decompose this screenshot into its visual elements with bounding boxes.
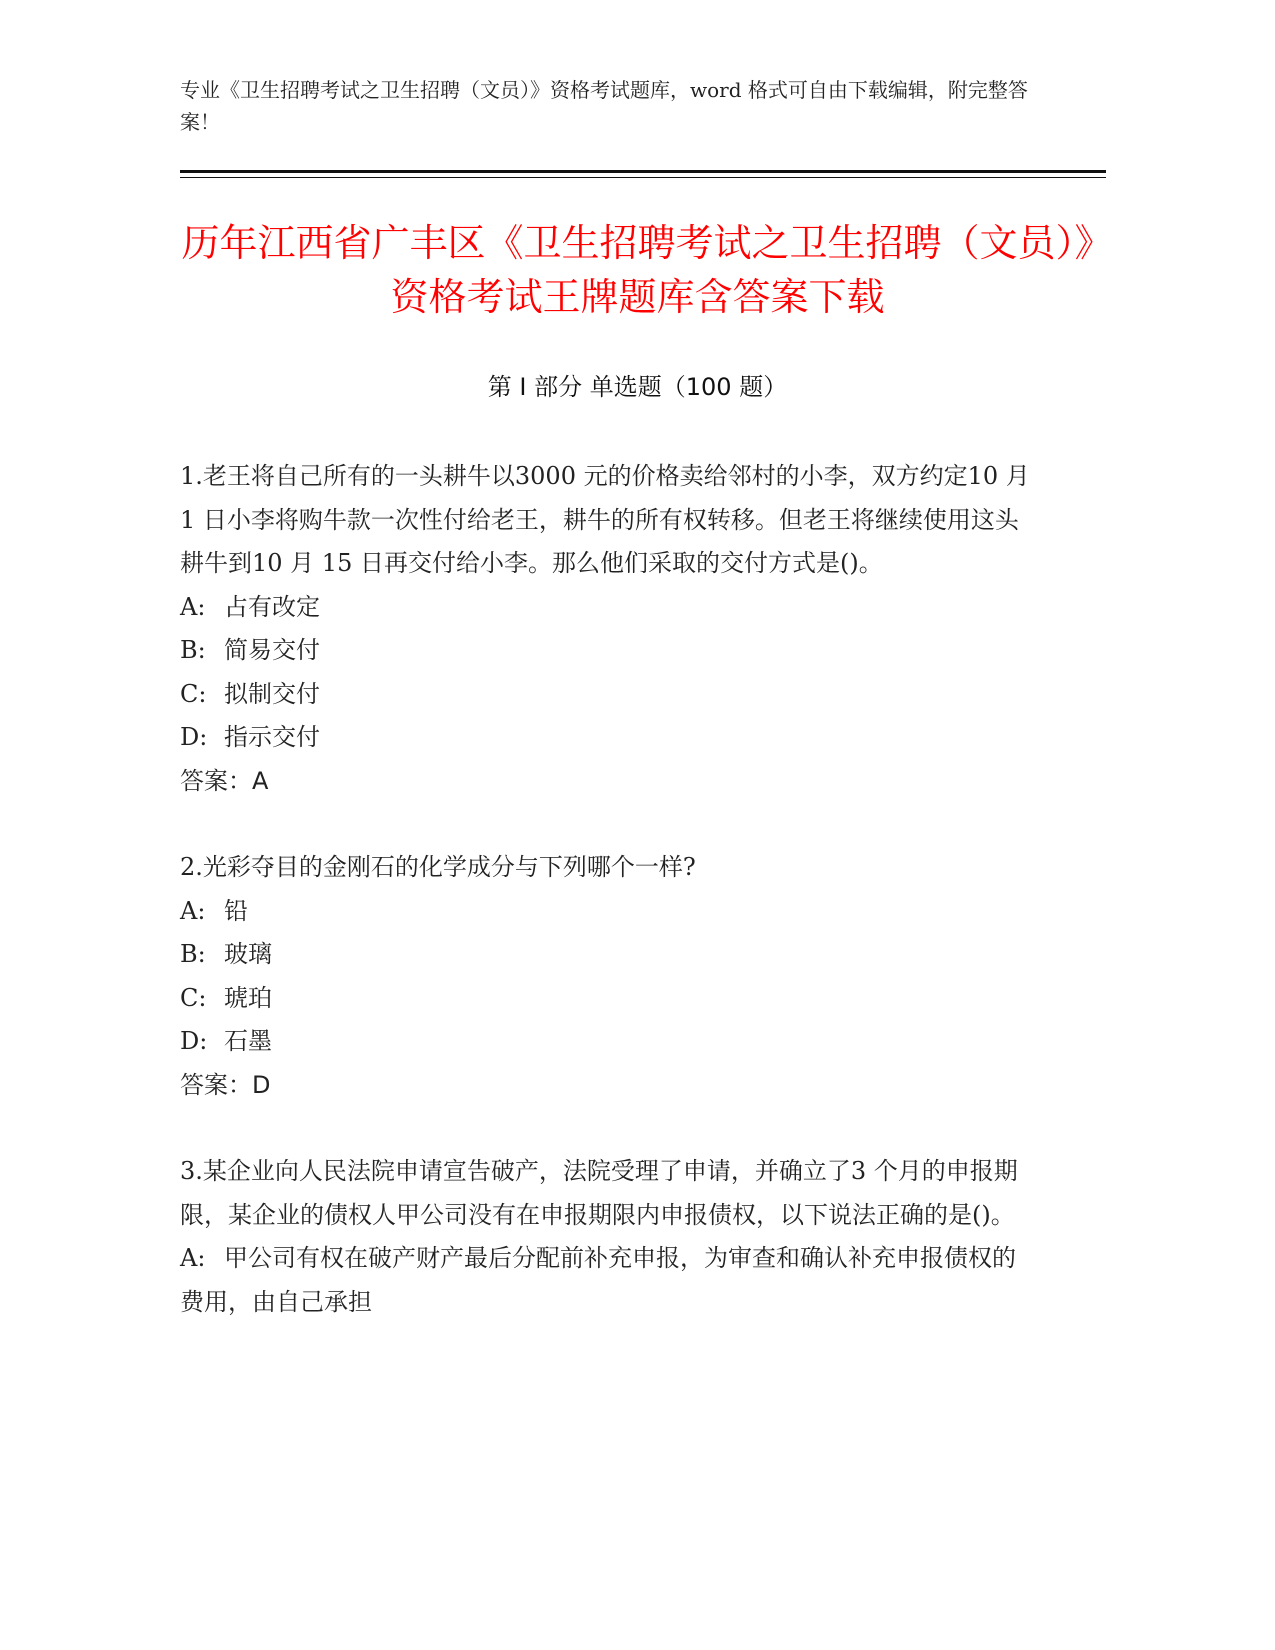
option-b xyxy=(180,629,1030,673)
option-text: 玻璃 xyxy=(224,940,272,968)
option-a xyxy=(180,586,1030,630)
option-text: 拟制交付 xyxy=(224,679,320,708)
question-list xyxy=(180,455,1030,1367)
option-text: 铅 xyxy=(224,896,248,925)
option-d xyxy=(180,716,1030,760)
option-letter: D: xyxy=(180,723,208,751)
question-stem: 2.光彩夺目的金刚石的化学成分与下列哪个一样? xyxy=(180,853,696,881)
option-c xyxy=(180,673,1030,717)
question-2 xyxy=(180,846,1030,1107)
option-text: 琥珀 xyxy=(224,983,272,1012)
section-title: 第 I 部分 单选题（100 题） xyxy=(487,373,788,401)
header-note: 专业《卫生招聘考试之卫生招聘（文员）》资格考试题库，word 格式可自由下载编辑，附完整答案！ xyxy=(180,78,1028,134)
option-text: 石墨 xyxy=(224,1027,272,1055)
question-1 xyxy=(180,455,1030,803)
option-letter: B: xyxy=(180,636,206,664)
option-b xyxy=(180,933,1030,977)
option-a xyxy=(180,890,1030,934)
option-c xyxy=(180,977,1030,1021)
option-letter: B: xyxy=(180,940,206,968)
question-3 xyxy=(180,1150,1030,1324)
option-text: 简易交付 xyxy=(224,636,320,664)
option-letter: C: xyxy=(180,679,207,708)
question-stem: 3.某企业向人民法院申请宣告破产，法院受理了申请，并确立了3 个月的申报期限，某企业的债权人甲公司没有在申报期限内申报债权，以下说法正确的是()。 xyxy=(180,1157,1018,1229)
option-d xyxy=(180,1020,1030,1064)
option-letter: A: xyxy=(180,1244,206,1272)
option-text: 甲公司有权在破产财产最后分配前补充申报，为审查和确认补充申报债权的费用，由自己承担 xyxy=(180,1244,1016,1316)
document-title: 历年江西省广丰区《卫生招聘考试之卫生招聘（文员）》资格考试王牌题库含答案下载 xyxy=(181,221,1094,319)
option-a xyxy=(180,1237,1030,1324)
header-divider-thick xyxy=(180,170,1106,173)
option-letter: D: xyxy=(180,1027,208,1055)
answer-line: 答案：A xyxy=(180,766,269,795)
option-letter: A: xyxy=(180,896,206,925)
option-letter: C: xyxy=(180,983,207,1012)
question-stem: 1.老王将自己所有的一头耕牛以3000 元的价格卖给邻村的小李，双方约定10 月 1 日小李将购牛款一次性付给老王，耕牛的所有权转移。但老王将继续使用这头耕牛到10 月 15 日再交付给小李。那么他们采取的交付方式是()。 xyxy=(180,462,1030,577)
option-text: 指示交付 xyxy=(224,723,320,751)
option-text: 占有改定 xyxy=(224,592,320,621)
option-letter: A: xyxy=(180,592,206,621)
header-divider-thin xyxy=(180,177,1106,178)
answer-line: 答案：D xyxy=(180,1070,271,1099)
